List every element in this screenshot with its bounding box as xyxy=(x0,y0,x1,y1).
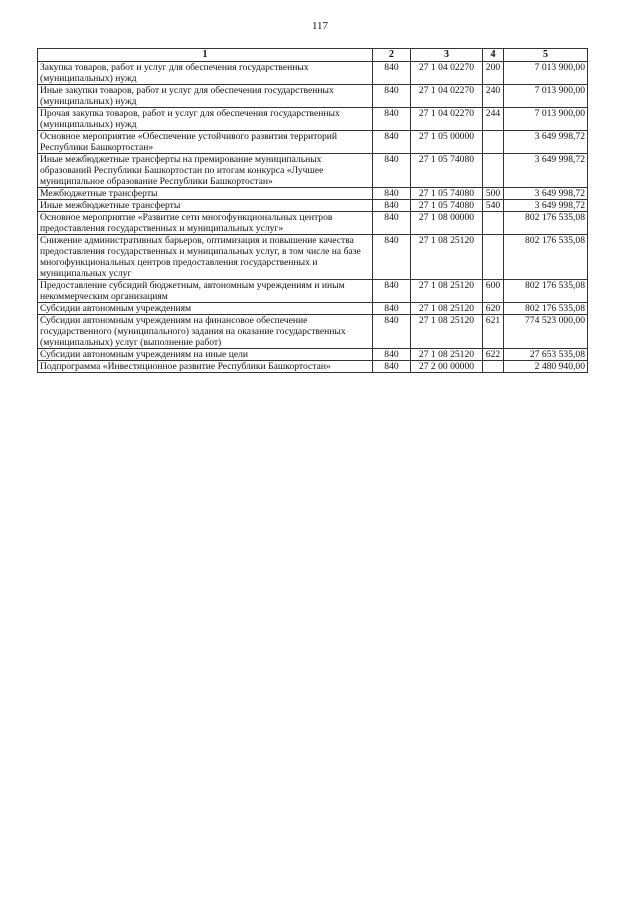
cell-amount: 802 176 535,08 xyxy=(504,212,588,235)
cell-target-article: 27 1 05 74080 xyxy=(411,200,483,212)
cell-expense-type: 200 xyxy=(483,62,504,85)
cell-target-article: 27 1 04 02270 xyxy=(411,108,483,131)
table-row xyxy=(38,108,588,131)
cell-expense-type: 244 xyxy=(483,108,504,131)
header-col-3: 3 xyxy=(411,49,483,62)
cell-expense-type: 540 xyxy=(483,200,504,212)
cell-code: 840 xyxy=(373,235,411,280)
header-col-2: 2 xyxy=(373,49,411,62)
cell-amount: 3 649 998,72 xyxy=(504,154,588,188)
table-row xyxy=(38,131,588,154)
cell-expense-type: 240 xyxy=(483,85,504,108)
cell-name: Иные закупки товаров, работ и услуг для обеспечения государственных (муниципальных) нужд xyxy=(38,85,373,108)
table-row xyxy=(38,361,588,373)
cell-target-article: 27 1 08 25120 xyxy=(411,349,483,361)
table-row xyxy=(38,280,588,303)
cell-code: 840 xyxy=(373,212,411,235)
cell-target-article: 27 1 05 74080 xyxy=(411,154,483,188)
cell-code: 840 xyxy=(373,200,411,212)
cell-target-article: 27 1 04 02270 xyxy=(411,62,483,85)
cell-amount: 3 649 998,72 xyxy=(504,188,588,200)
cell-code: 840 xyxy=(373,349,411,361)
cell-target-article: 27 2 00 00000 xyxy=(411,361,483,373)
cell-name: Снижение административных барьеров, оптимизация и повышение качества предоставления государственных и муниципальных услуг, в том числе на базе многофункциональных центров предоставления государственных и муниципальных услуг xyxy=(38,235,373,280)
cell-target-article: 27 1 04 02270 xyxy=(411,85,483,108)
table-row xyxy=(38,62,588,85)
cell-name: Субсидии автономным учреждениям на иные цели xyxy=(38,349,373,361)
cell-amount: 7 013 900,00 xyxy=(504,108,588,131)
budget-table xyxy=(37,48,588,373)
cell-code: 840 xyxy=(373,280,411,303)
cell-expense-type xyxy=(483,361,504,373)
cell-amount: 7 013 900,00 xyxy=(504,62,588,85)
page-number: 117 xyxy=(311,20,329,32)
cell-name: Межбюджетные трансферты xyxy=(38,188,373,200)
header-row xyxy=(38,49,588,62)
cell-code: 840 xyxy=(373,303,411,315)
cell-expense-type xyxy=(483,212,504,235)
cell-name: Основное мероприятие «Обеспечение устойчивого развития территорий Республики Башкортостан» xyxy=(38,131,373,154)
cell-amount: 7 013 900,00 xyxy=(504,85,588,108)
cell-target-article: 27 1 05 00000 xyxy=(411,131,483,154)
cell-amount: 802 176 535,08 xyxy=(504,235,588,280)
table-row xyxy=(38,85,588,108)
table-row xyxy=(38,200,588,212)
cell-amount: 27 653 535,08 xyxy=(504,349,588,361)
cell-expense-type: 622 xyxy=(483,349,504,361)
cell-code: 840 xyxy=(373,361,411,373)
cell-name: Иные межбюджетные трансферты на премирование муниципальных образований Республики Башкортостан по итогам конкурса «Лучшее муниципальное образование Республики Башкортостан» xyxy=(38,154,373,188)
header-col-5: 5 xyxy=(504,49,588,62)
cell-target-article: 27 1 08 25120 xyxy=(411,235,483,280)
cell-code: 840 xyxy=(373,315,411,349)
cell-target-article: 27 1 08 00000 xyxy=(411,212,483,235)
cell-name: Субсидии автономным учреждениям на финансовое обеспечение государственного (муниципального) задания на оказание государственных (муниципальных) услуг (выполнение работ) xyxy=(38,315,373,349)
table-body xyxy=(38,62,588,373)
cell-name: Основное мероприятие «Развитие сети многофункциональных центров предоставления государственных и муниципальных услуг» xyxy=(38,212,373,235)
cell-target-article: 27 1 05 74080 xyxy=(411,188,483,200)
cell-expense-type: 600 xyxy=(483,280,504,303)
cell-name: Субсидии автономным учреждениям xyxy=(38,303,373,315)
cell-amount: 3 649 998,72 xyxy=(504,200,588,212)
cell-amount: 802 176 535,08 xyxy=(504,303,588,315)
cell-expense-type xyxy=(483,154,504,188)
cell-expense-type: 620 xyxy=(483,303,504,315)
cell-name: Иные межбюджетные трансферты xyxy=(38,200,373,212)
header-col-4: 4 xyxy=(483,49,504,62)
cell-name: Подпрограмма «Инвестиционное развитие Республики Башкортостан» xyxy=(38,361,373,373)
cell-amount: 2 480 940,00 xyxy=(504,361,588,373)
cell-code: 840 xyxy=(373,108,411,131)
cell-name: Закупка товаров, работ и услуг для обеспечения государственных (муниципальных) нужд xyxy=(38,62,373,85)
table-row xyxy=(38,349,588,361)
table-header xyxy=(38,49,588,62)
table-row xyxy=(38,188,588,200)
cell-target-article: 27 1 08 25120 xyxy=(411,280,483,303)
cell-expense-type xyxy=(483,235,504,280)
cell-expense-type: 500 xyxy=(483,188,504,200)
cell-expense-type xyxy=(483,131,504,154)
cell-amount: 774 523 000,00 xyxy=(504,315,588,349)
cell-target-article: 27 1 08 25120 xyxy=(411,303,483,315)
cell-code: 840 xyxy=(373,154,411,188)
table-row xyxy=(38,212,588,235)
cell-code: 840 xyxy=(373,85,411,108)
cell-name: Предоставление субсидий бюджетным, автономным учреждениям и иным некоммерческим организациям xyxy=(38,280,373,303)
cell-amount: 3 649 998,72 xyxy=(504,131,588,154)
cell-target-article: 27 1 08 25120 xyxy=(411,315,483,349)
cell-expense-type: 621 xyxy=(483,315,504,349)
cell-code: 840 xyxy=(373,188,411,200)
cell-amount: 802 176 535,08 xyxy=(504,280,588,303)
table-row xyxy=(38,303,588,315)
table-row xyxy=(38,154,588,188)
cell-code: 840 xyxy=(373,131,411,154)
cell-code: 840 xyxy=(373,62,411,85)
header-col-1: 1 xyxy=(38,49,373,62)
table-row xyxy=(38,235,588,280)
table-row xyxy=(38,315,588,349)
cell-name: Прочая закупка товаров, работ и услуг для обеспечения государственных (муниципальных) нужд xyxy=(38,108,373,131)
